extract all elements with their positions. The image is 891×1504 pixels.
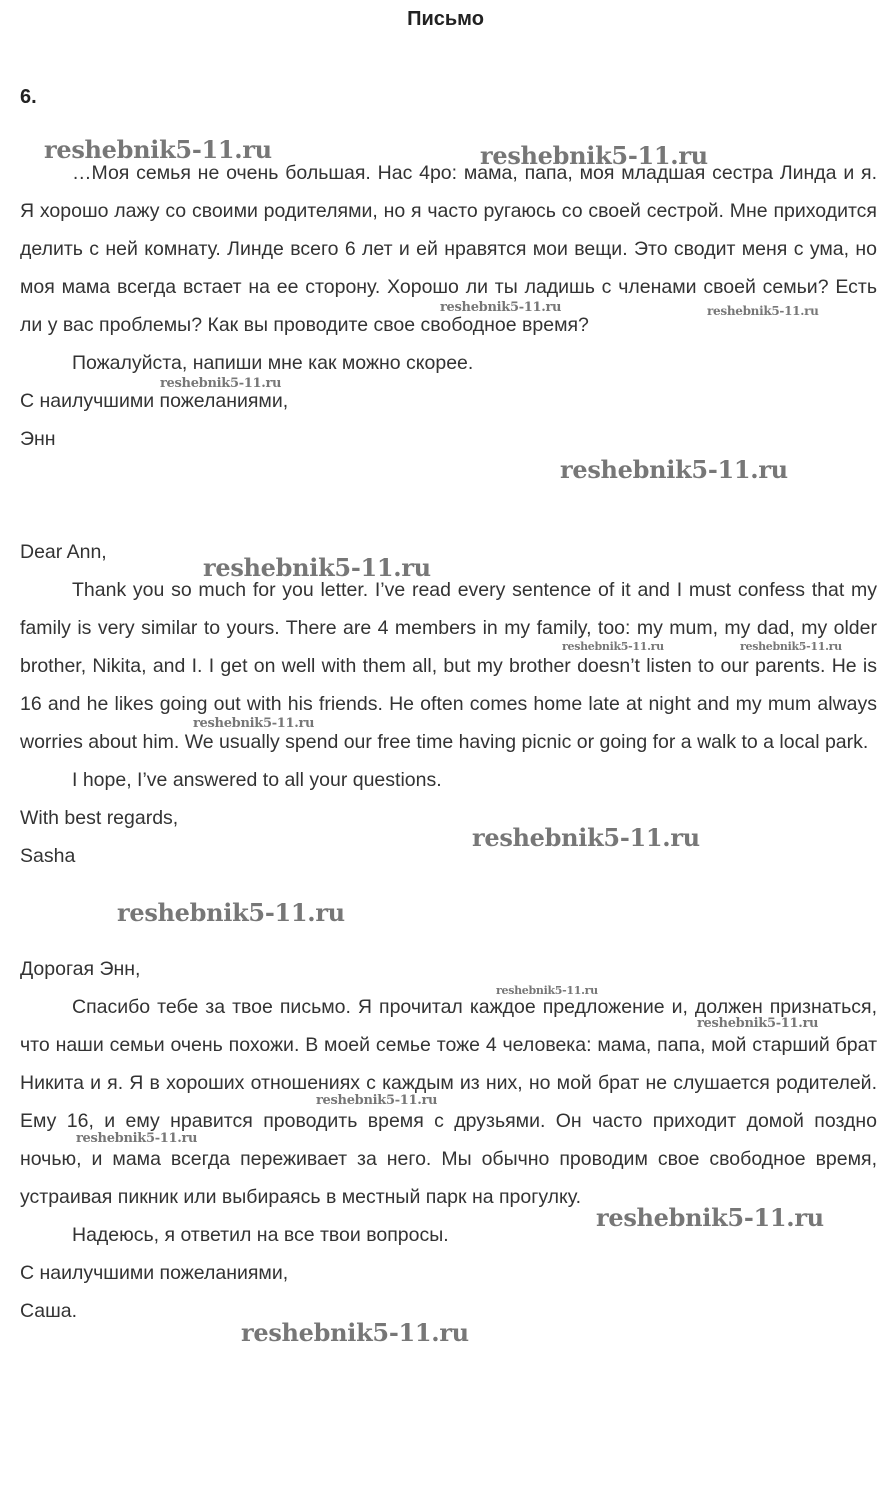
translation-closing: С наилучшими пожеланиями, xyxy=(20,1262,289,1284)
watermark: reshebnik5-11.ru xyxy=(241,1318,469,1347)
translation-greeting: Дорогая Энн, xyxy=(20,958,141,980)
reply-greeting: Dear Ann, xyxy=(20,541,107,563)
watermark: reshebnik5-11.ru xyxy=(480,141,708,170)
watermark: reshebnik5-11.ru xyxy=(160,376,282,391)
reply-body: Thank you so much for you letter. I’ve read every sentence of it and I must confess that my family is very similar to yours. There are 4 members in my family, too: my mum, my dad, my older brother, Nikita, and I. I get on well with them all, but my brother doesn’t listen to our parents. He is 16 and he likes going out with his friends. He often comes home late at night and my mum always worries about him. We usually spend our free time having picnic or going for a walk to a local park. xyxy=(20,579,877,753)
watermark: reshebnik5-11.ru xyxy=(316,1093,438,1108)
translation-hope: Надеюсь, я ответил на все твои вопросы. xyxy=(72,1224,449,1246)
watermark: reshebnik5-11.ru xyxy=(440,300,562,315)
watermark: reshebnik5-11.ru xyxy=(76,1131,198,1146)
letter-closing: С наилучшими пожеланиями, xyxy=(20,390,289,412)
letter-signature: Энн xyxy=(20,428,56,450)
watermark: reshebnik5-11.ru xyxy=(193,716,315,731)
watermark: reshebnik5-11.ru xyxy=(117,898,345,927)
watermark: reshebnik5-11.ru xyxy=(560,455,788,484)
watermark: reshebnik5-11.ru xyxy=(472,823,700,852)
reply-hope: I hope, I’ve answered to all your questions. xyxy=(72,769,442,791)
watermark: reshebnik5-11.ru xyxy=(596,1203,824,1232)
watermark: reshebnik5-11.ru xyxy=(697,1016,819,1031)
watermark: reshebnik5-11.ru xyxy=(740,640,842,653)
exercise-number: 6. xyxy=(20,86,37,108)
watermark: reshebnik5-11.ru xyxy=(203,553,431,582)
translation-body: Спасибо тебе за твое письмо. Я прочитал каждое предложение и, должен признаться, что наши семьи очень похожи. В моей семье тоже 4 человека: мама, папа, мой старший брат Никита и я. Я в хороших отношениях с каждым из них, но мой брат не слушается родителей. Ему 16, и ему нравится проводить время с друзьями. Он часто приходит домой поздно ночью, и мама всегда переживает за него. Мы обычно проводим свое свободное время, устраивая пикник или выбираясь в местный парк на прогулку. xyxy=(20,996,877,1208)
watermark: reshebnik5-11.ru xyxy=(44,135,272,164)
reply-english xyxy=(20,533,877,875)
page-title: Письмо xyxy=(407,8,484,30)
watermark: reshebnik5-11.ru xyxy=(707,304,819,318)
letter-request: Пожалуйста, напиши мне как можно скорее. xyxy=(72,352,474,374)
watermark: reshebnik5-11.ru xyxy=(496,984,598,997)
reply-signature: Sasha xyxy=(20,845,76,867)
translation-signature: Саша. xyxy=(20,1300,78,1322)
watermark: reshebnik5-11.ru xyxy=(562,640,664,653)
letter-body: …Моя семья не очень большая. Нас 4ро: мама, папа, моя младшая сестра Линда и я. Я хорошо лажу со своими родителями, но я часто ругаюсь со своей сестрой. Мне приходится делить с ней комнату. Линде всего 6 лет и ей нравятся мои вещи. Это сводит меня с ума, но моя мама всегда встает на ее сторону. Хорошо ли ты ладишь с членами своей семьи? Есть ли у вас проблемы? Как вы проводите свое свободное время? xyxy=(20,162,877,336)
reply-closing: With best regards, xyxy=(20,807,179,829)
